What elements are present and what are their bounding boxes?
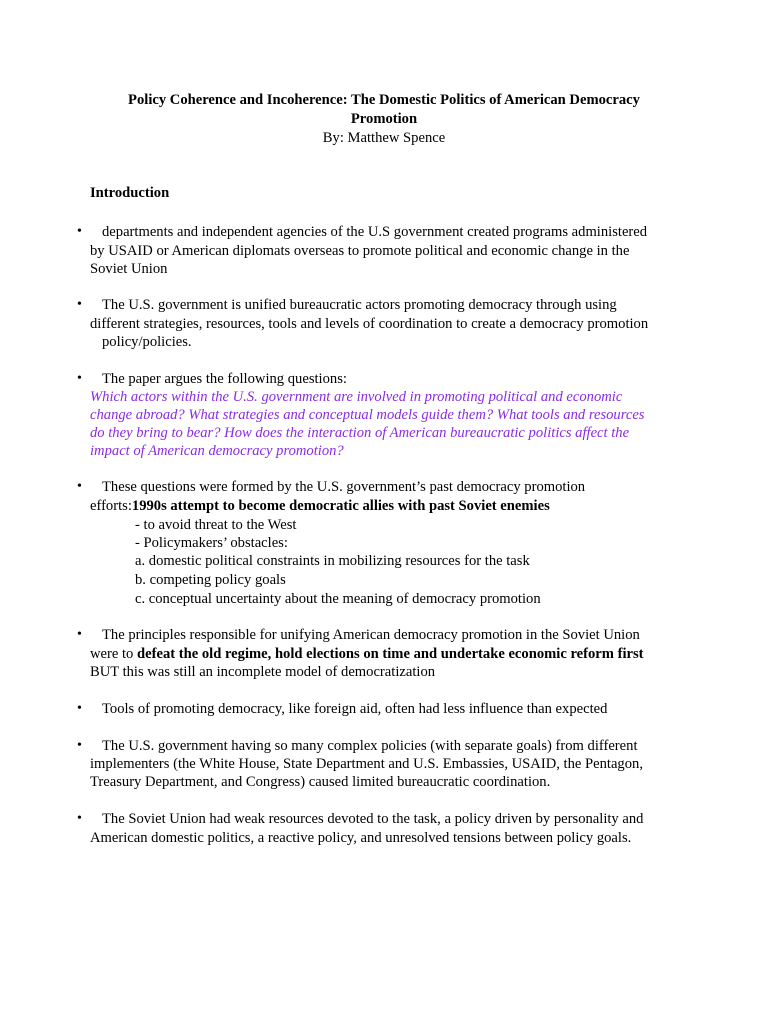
bullet-marker: •	[77, 297, 82, 312]
item-2-line-1: The U.S. government is unified bureaucratic actors promoting democracy through using	[102, 297, 617, 313]
item-1-line-2: by USAID or American diplomats overseas to promote political and economic change in the	[90, 243, 630, 259]
bullet-marker: •	[77, 224, 82, 239]
item-5-line-1: The principles responsible for unifying American democracy promotion in the Soviet Union	[102, 627, 640, 643]
item-4-subline-4: b. competing policy goals	[135, 572, 286, 588]
item-7-line-1: The U.S. government having so many complex policies (with separate goals) from different	[102, 738, 638, 754]
item-5-line-2	[90, 645, 644, 663]
item-4-subline-3: a. domestic political constraints in mobilizing resources for the task	[135, 553, 530, 569]
item-7-line-2: implementers (the White House, State Department and U.S. Embassies, USAID, the Pentagon,	[90, 756, 643, 772]
research-question-line-1: Which actors within the U.S. government are involved in promoting political and economic	[90, 389, 623, 405]
byline: By: Matthew Spence	[322, 130, 446, 146]
item-5-line-2-prefix: were to	[90, 646, 138, 662]
document-title-line-1: Policy Coherence and Incoherence: The Domestic Politics of American Democracy	[128, 92, 640, 108]
bullet-marker: •	[77, 701, 82, 716]
item-4-subline-1: - to avoid threat to the West	[135, 517, 297, 533]
item-8-line-1: The Soviet Union had weak resources devoted to the task, a policy driven by personality and	[102, 811, 644, 827]
item-4-line-1: These questions were formed by the U.S. government’s past democracy promotion	[102, 479, 586, 495]
item-4-line-2	[90, 497, 550, 515]
item-4-subline-5: c. conceptual uncertainty about the meaning of democracy promotion	[135, 591, 541, 607]
item-2-line-2: different strategies, resources, tools and levels of coordination to create a democracy promotion	[90, 316, 649, 332]
document-title-line-2: Promotion	[350, 111, 418, 127]
item-7-line-3: Treasury Department, and Congress) caused limited bureaucratic coordination.	[90, 774, 551, 790]
item-4-line-2-prefix: efforts:	[90, 498, 132, 514]
item-3-line-1: The paper argues the following questions:	[102, 371, 347, 387]
bullet-marker: •	[77, 738, 82, 753]
bullet-marker: •	[77, 371, 82, 386]
bullet-marker: •	[77, 627, 82, 642]
item-1-line-3: Soviet Union	[90, 261, 168, 277]
bullet-marker: •	[77, 479, 82, 494]
item-4-subline-2: - Policymakers’ obstacles:	[135, 535, 288, 551]
research-question-line-2: change abroad? What strategies and conceptual models guide them? What tools and resources	[90, 407, 645, 423]
research-question-line-4: impact of American democracy promotion?	[90, 443, 344, 459]
research-question-line-3: do they bring to bear? How does the interaction of American bureaucratic politics affect the	[90, 425, 630, 441]
item-4-line-2-emphasis: 1990s attempt to become democratic allies with past Soviet enemies	[131, 498, 550, 514]
item-5-line-2-emphasis: defeat the old regime, hold elections on time and undertake economic reform first	[137, 646, 644, 662]
item-8-line-2: American domestic politics, a reactive policy, and unresolved tensions between policy goals.	[90, 830, 632, 846]
item-6-line-1: Tools of promoting democracy, like foreign aid, often had less influence than expected	[102, 701, 608, 717]
bullet-marker: •	[77, 811, 82, 826]
item-2-line-3: policy/policies.	[102, 334, 192, 350]
section-heading-introduction: Introduction	[90, 185, 170, 201]
item-1-line-1: departments and independent agencies of the U.S government created programs administered	[102, 224, 648, 240]
item-5-line-3: BUT this was still an incomplete model of democratization	[90, 664, 436, 680]
